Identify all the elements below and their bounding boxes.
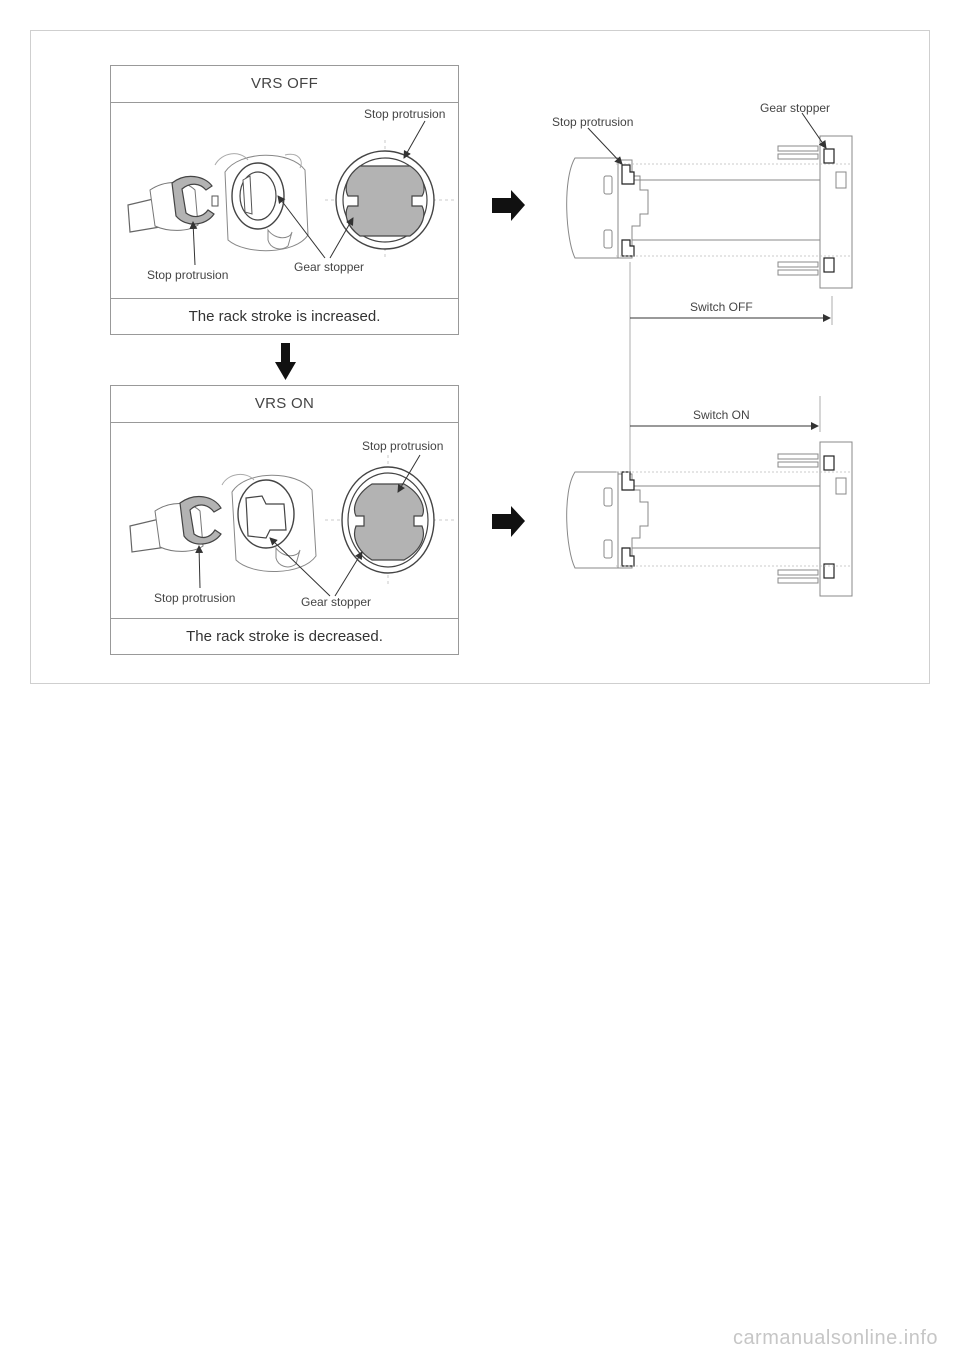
section-on [567, 442, 852, 596]
panel-title-vrs-off: VRS OFF [111, 66, 458, 103]
label-side-stop: Stop protrusion [552, 115, 634, 129]
label-off-stop-top: Stop protrusion [364, 107, 446, 121]
label-switch-off: Switch OFF [690, 300, 753, 314]
label-off-gear: Gear stopper [294, 260, 365, 274]
arrow-right-icon-top [492, 190, 525, 221]
label-off-stop-bottom: Stop protrusion [147, 268, 229, 282]
label-on-stop-bottom: Stop protrusion [154, 591, 236, 605]
panel-title-vrs-on: VRS ON [111, 386, 458, 423]
label-switch-on: Switch ON [693, 408, 750, 422]
vrs-on-illustration [130, 455, 455, 596]
vrs-off-illustration [128, 121, 455, 265]
label-on-gear: Gear stopper [301, 595, 372, 609]
panel-caption-vrs-off: The rack stroke is increased. [111, 298, 458, 334]
label-on-stop-top: Stop protrusion [362, 439, 444, 453]
panel-caption-vrs-on: The rack stroke is decreased. [111, 618, 458, 654]
arrow-down-icon [275, 343, 296, 380]
arrow-right-icon-bottom [492, 506, 525, 537]
section-off [567, 136, 852, 288]
watermark: carmanualsonline.info [732, 1327, 938, 1349]
label-side-gear: Gear stopper [760, 101, 831, 115]
